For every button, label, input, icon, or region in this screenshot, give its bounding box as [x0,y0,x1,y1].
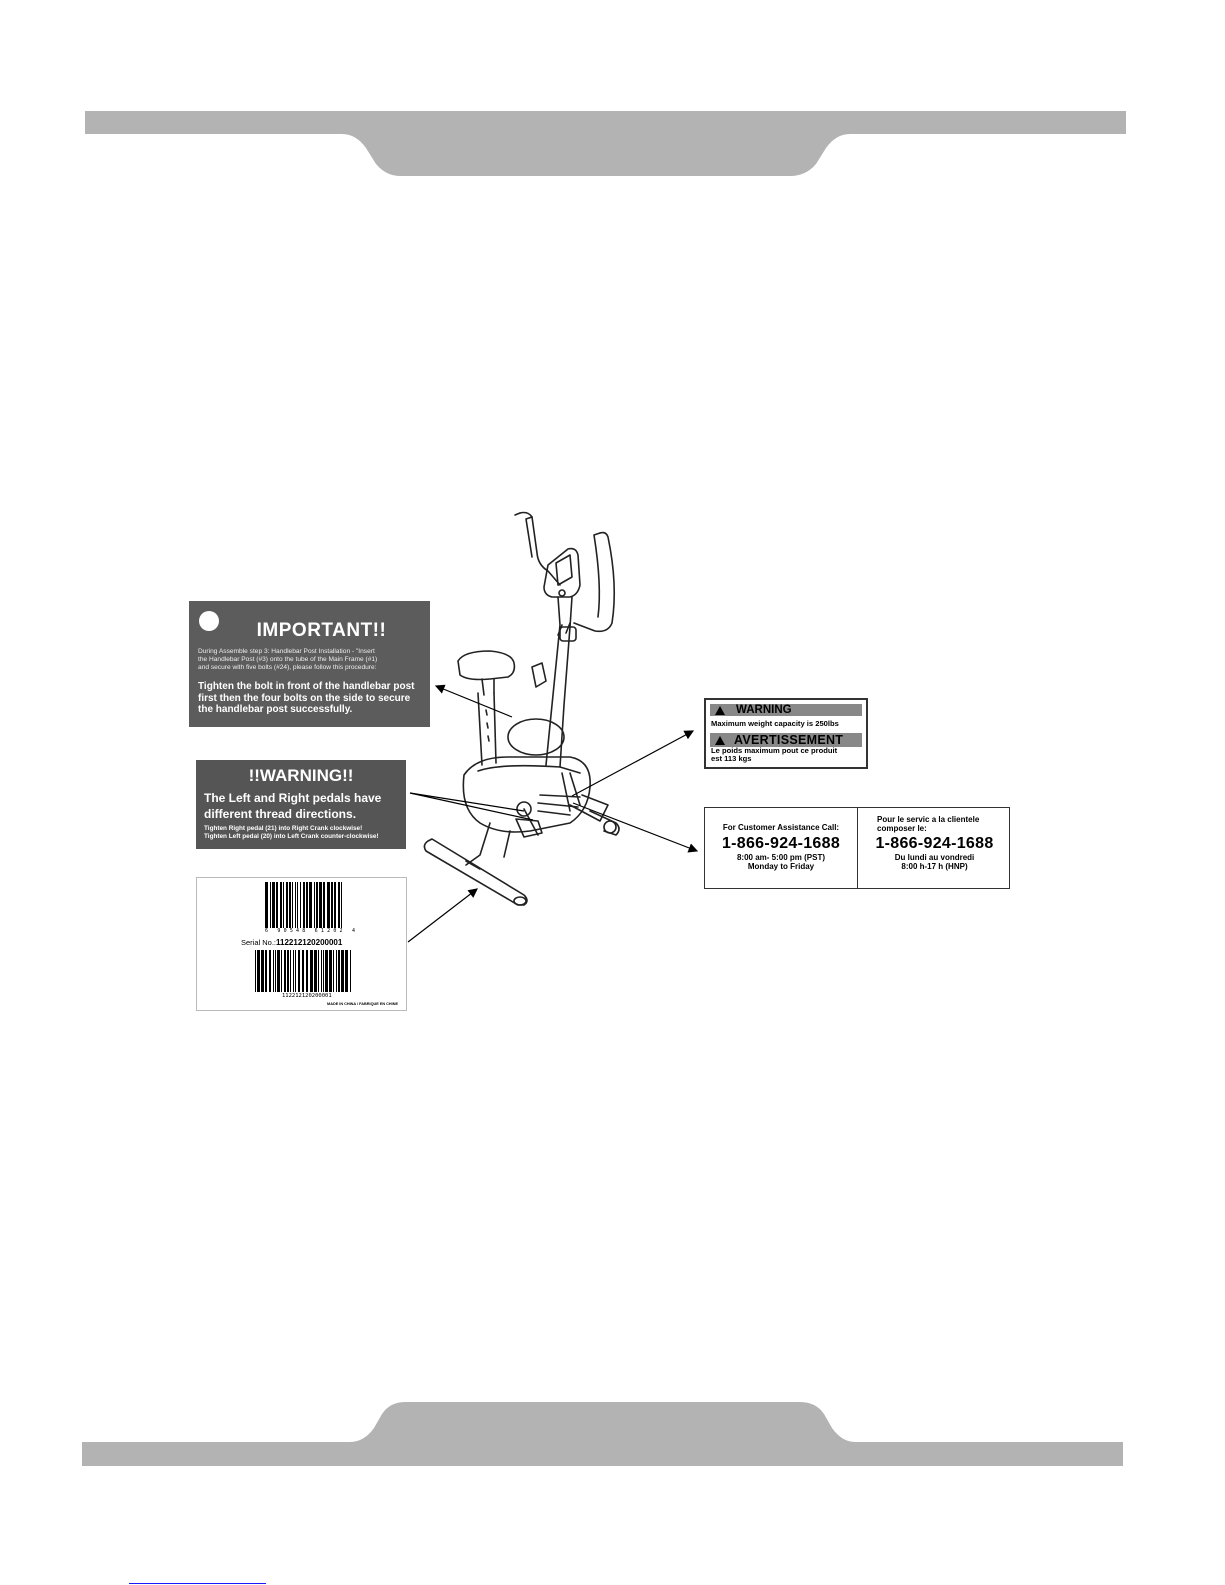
barcode-bar [314,950,317,992]
serial-number [241,938,342,947]
made-in-text: MADE IN CHINA / FABRIQUE EN CHINE [327,1002,398,1006]
important-body [198,648,424,672]
assistance-days: Monday to Friday [747,862,815,871]
serial-barcode-text: 112212120200001 [282,993,332,999]
barcode-bar [306,950,308,992]
upc-digits: 6 90548 61202 4 [265,928,359,934]
barcode-bar [293,950,294,992]
detail-line: Tighten Right pedal (21) into Right Crank clockwise! [204,825,363,832]
barcode-bar [309,882,312,928]
assistance-heading-fr: Pour le servic a la clientele [877,815,980,824]
barcode-bar [280,882,282,928]
barcode-bar [300,882,301,928]
assistance-french [858,808,1011,871]
assistance-phone-fr: 1-866-924-1688 [875,835,994,852]
avertissement-text [711,747,837,763]
important-body-line: and secure with five bolts (#24), please follow this procedure: [198,664,377,671]
barcode-bar [306,882,308,928]
barcode-bar [336,950,337,992]
footer-link-underline[interactable] [129,1583,266,1584]
pedal-warning-title: !!WARNING!! [248,766,354,785]
barcode-bar [275,950,276,992]
warning-triangle-icon [715,706,725,715]
barcode-bar [325,950,328,992]
avertissement-line: est 113 kgs [711,754,752,763]
important-body-line: the Handlebar Post (#3) onto the tube of the Main Frame (#1) [198,656,378,663]
barcode-bar [270,882,271,928]
barcode-label [196,877,407,1011]
warning-triangle-icon [715,736,725,745]
barcode-bar [316,882,318,928]
barcode-bar [265,950,267,992]
barcode-bar [310,950,313,992]
assistance-heading: For Customer Assistance Call: [722,823,840,832]
assistance-phone: 1-866-924-1688 [721,835,841,852]
assistance-heading-fr: composer le: [877,824,927,833]
important-instruction: Tighten the bolt in front of the handlebar post first then the four bolts on the side to secure the handlebar post successfully. [198,681,415,715]
barcode-bar [298,950,300,992]
detail-line: Tighten Left pedal (20) into Left Crank counter-clockwise! [204,832,379,840]
headline-line: The Left and Right pedals have [204,791,382,805]
serial-label: Serial No.: [241,938,277,947]
warning-title: WARNING [736,704,792,716]
barcode-bar [319,882,322,928]
headline-line: different thread directions. [204,807,357,821]
barcode-bar [276,882,278,928]
barcode-bar [329,950,332,992]
barcode-bar [289,882,291,928]
barcode-bar [333,950,334,992]
barcode-bar [331,882,333,928]
assistance-hours-fr: 8:00 h-17 h (HNP) [901,862,968,871]
barcode-bar [284,950,286,992]
barcode-bar [257,950,260,992]
barcode-bar [338,950,340,992]
assistance-days-fr: Du lundi au vondredi [894,853,975,862]
barcode-bar [286,882,288,928]
assistance-hours: 8:00 am- 5:00 pm (PST) [736,853,826,862]
barcode-bar [272,882,275,928]
barcode-bar [327,882,330,928]
barcode-bar [341,882,342,928]
serial-value: 112212120200001 [276,938,343,947]
pedal-warning-detail [204,825,404,840]
avertissement-title: AVERTISSEMENT [734,733,844,747]
barcode-bar [290,950,291,992]
barcode-bar [302,950,304,992]
warning-text: Maximum weight capacity is 250lbs [711,719,839,728]
barcode-bar [323,950,324,992]
barcode-bar [292,882,293,928]
weight-warning-label [704,698,868,769]
barcode-bar [265,882,268,928]
barcode-bar [281,950,282,992]
important-label [189,601,430,727]
barcode-bar [303,882,305,928]
barcode-bar [314,882,315,928]
barcode-bar [350,950,351,992]
barcode-bar [321,950,322,992]
barcode-bar [295,950,296,992]
barcode-bar [283,882,284,928]
barcode-bar [273,950,274,992]
barcode-bar [277,950,280,992]
barcode-bar [334,882,336,928]
serial-barcode [255,950,355,992]
barcode-bar [295,882,296,928]
barcode-bar [297,882,298,928]
barcode-bar [323,882,325,928]
barcode-bar [318,950,319,992]
barcode-bar [269,950,271,992]
important-body-line: During Assemble step 3: Handlebar Post Installation - "Insert [198,648,375,655]
upc-barcode [265,882,345,928]
barcode-bar [287,950,289,992]
barcode-bar [345,950,348,992]
important-title: IMPORTANT!! [256,620,387,641]
barcode-bar [261,950,264,992]
avertissement-line: Le poids maximum pout ce produit [711,746,838,755]
assistance-english [705,808,857,871]
pedal-warning-label [196,760,406,849]
barcode-bar [338,882,340,928]
barcode-bar [255,950,256,992]
pedal-warning-headline [204,790,402,822]
customer-assistance-label [704,807,1010,889]
barcode-bar [341,950,344,992]
